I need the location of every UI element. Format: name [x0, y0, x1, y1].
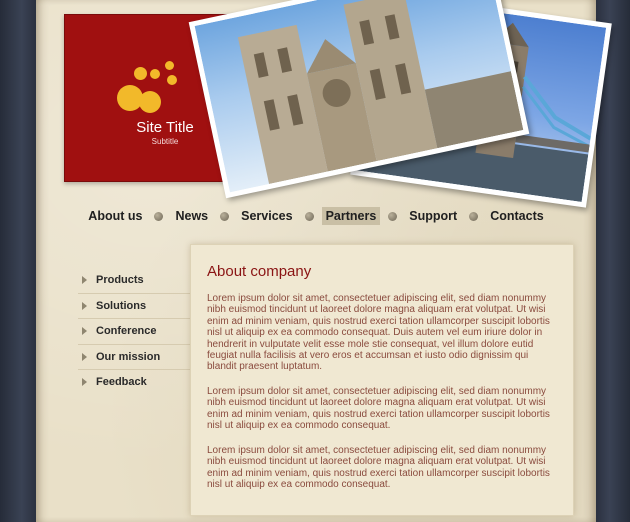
sidebar-item-label: Products — [96, 274, 144, 287]
sidebar-item-conference[interactable] — [78, 319, 198, 345]
arrow-right-icon — [82, 327, 87, 335]
logo-dot-tiny — [167, 75, 177, 85]
page-sheet — [36, 0, 596, 522]
site-title: Site Title — [136, 119, 194, 136]
logo-dot-medium — [139, 91, 161, 113]
sidebar-item-feedback[interactable] — [78, 370, 198, 395]
nav-partners[interactable]: Partners — [322, 207, 381, 225]
nav-about-us[interactable]: About us — [88, 209, 143, 223]
arrow-right-icon — [82, 378, 87, 386]
arrow-right-icon — [82, 302, 87, 310]
content-paragraph: Lorem ipsum dolor sit amet, consectetuer adipiscing elit, sed diam nonummy nibh euismod tincidunt ut laoreet dolore magna aliquam erat volutpat. Ut wisi enim ad minim veniam, quis nostrud exerci tation ullamcorper suscipit lobortis nisl ut aliquip ex ea commodo consequat. Duis autem vel eum iriure dolor in hendrerit in vulputate velit esse mole stie consequat, vel illum dolore eutid feugiat nulla facilisis at vero eros et accumsan et iusto odio dignissim qui blandit praesent luptatum. — [207, 293, 550, 373]
site-subtitle: Subtitle — [151, 137, 179, 146]
main-navigation — [36, 206, 596, 226]
left-backdrop — [0, 0, 36, 522]
arrow-right-icon — [82, 353, 87, 361]
logo-dot-small — [150, 69, 160, 79]
arrow-right-icon — [82, 276, 87, 284]
nav-separator-icon — [305, 212, 314, 221]
logo-dot-small — [134, 67, 147, 80]
sidebar-item-label: Conference — [96, 325, 157, 338]
nav-separator-icon — [154, 212, 163, 221]
sidebar-item-our-mission[interactable] — [78, 345, 198, 371]
sidebar-item-label: Solutions — [96, 299, 147, 312]
nav-separator-icon — [469, 212, 478, 221]
sidebar-item-label: Our mission — [96, 350, 161, 363]
sidebar-menu — [78, 268, 198, 395]
nav-separator-icon — [220, 212, 229, 221]
sidebar-item-solutions[interactable] — [78, 294, 198, 320]
sidebar-item-label: Feedback — [96, 376, 147, 389]
nav-contacts[interactable]: Contacts — [490, 209, 544, 223]
sidebar-item-products[interactable] — [78, 268, 198, 294]
nav-support[interactable]: Support — [409, 209, 458, 223]
content-paragraph: Lorem ipsum dolor sit amet, consectetuer adipiscing elit, sed diam nonummy nibh euismod tincidunt ut laoreet dolore magna aliquam erat volutpat. Ut wisi enim ad minim veniam, quis nostrud exerci tation ullamcorper suscipit lobortis nisl ut aliquip ex ea commodo consequat. — [207, 445, 550, 491]
nav-news[interactable]: News — [175, 209, 209, 223]
logo-dot-tiny — [165, 61, 174, 70]
nav-services[interactable]: Services — [241, 209, 293, 223]
nav-separator-icon — [388, 212, 397, 221]
content-panel — [190, 244, 574, 516]
content-paragraph: Lorem ipsum dolor sit amet, consectetuer adipiscing elit, sed diam nonummy nibh euismod tincidunt ut laoreet dolore magna aliquam erat volutpat. Ut wisi enim ad minim veniam, quis nostrud exerci tation ullamcorper suscipit lobortis nisl ut aliquip ex ea commodo consequat. — [207, 386, 550, 432]
page-title: About company — [207, 263, 312, 280]
logo-bubbles-icon — [117, 57, 197, 127]
